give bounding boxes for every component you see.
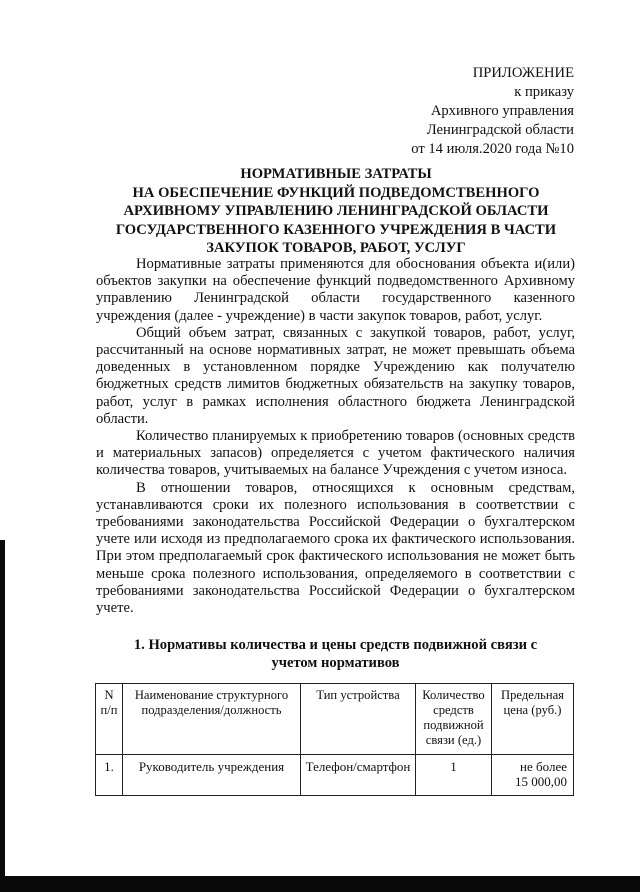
document-title (96, 165, 576, 258)
header-name: Наименование структурного подразделения/должность (123, 684, 301, 755)
appendix-date-line: от 14 июля.2020 года №10 (411, 141, 574, 157)
appendix-line: к приказу (514, 84, 574, 100)
header-num: N п/п (96, 684, 123, 755)
header-qty: Количество средств подвижной связи (ед.) (416, 684, 492, 755)
header-device: Тип устройства (301, 684, 416, 755)
section-heading (96, 636, 575, 672)
appendix-line: Ленинградской области (426, 122, 574, 138)
table-header-row (96, 684, 574, 755)
title-line: ЗАКУПОК ТОВАРОВ, РАБОТ, УСЛУГ (206, 240, 466, 256)
appendix-line: Архивного управления (430, 103, 574, 119)
scan-edge-bottom (0, 876, 640, 892)
cell-name: Руководитель учреждения (123, 755, 301, 796)
title-line: НОРМАТИВНЫЕ ЗАТРАТЫ (240, 166, 432, 182)
appendix-heading: ПРИЛОЖЕНИЕ (472, 65, 574, 81)
paragraph: В отношении товаров, относящихся к основным средствам, устанавливаются сроки их полезного использования в соответствии с требованиями законодательства Российской Федерации о бухгалтерском учете или исходя из предполагаемого срока их фактического использования. При этом предполагаемый срок фактического использования не может быть меньше срока полезного использования, определяемого в соответствии с требованиями законодательства Российской Федерации о бухгалтерском учете. (96, 479, 575, 617)
section-heading-line: учетом нормативов (271, 655, 400, 671)
paragraph: Общий объем затрат, связанных с закупкой товаров, работ, услуг, рассчитанный на основе нормативных затрат, не может превышать объема доведенных в установленном порядке Учреждению как получателю бюджетных средств лимитов бюджетных обязательств на закупку товаров, работ, услуг в рамках исполнения областного бюджета Ленинградской области. (96, 324, 575, 427)
cell-num: 1. (96, 755, 123, 796)
body-text (96, 256, 575, 617)
paragraph: Количество планируемых к приобретению товаров (основных средств и материальных запасов) определяется с учетом фактического наличия количества товаров, учитываемых на балансе Учреждения с учетом износа. (96, 428, 575, 479)
table-row (96, 755, 574, 796)
title-line: ГОСУДАРСТВЕННОГО КАЗЕННОГО УЧРЕЖДЕНИЯ В ЧАСТИ (115, 221, 557, 238)
scan-edge-left (0, 540, 5, 892)
appendix-block (411, 64, 574, 159)
paragraph: Нормативные затраты применяются для обоснования объекта и(или) объектов закупки на обеспечение функций подведомственного Архивному управлению Ленинградской области государственного казенного учреждения (далее - учреждение) в части закупок товаров, работ, услуг. (96, 256, 575, 324)
cell-qty: 1 (416, 755, 492, 796)
cell-device: Телефон/смартфон (301, 755, 416, 796)
norms-table (95, 683, 574, 796)
section-heading-line: 1. Нормативы количества и цены средств подвижной связи с (133, 637, 538, 653)
cell-price: не более 15 000,00 (492, 755, 574, 796)
header-price: Предельная цена (руб.) (492, 684, 574, 755)
title-line: АРХИВНОМУ УПРАВЛЕНИЮ ЛЕНИНГРАДСКОЙ ОБЛАСТИ (123, 203, 549, 219)
title-line: НА ОБЕСПЕЧЕНИЕ ФУНКЦИЙ ПОДВЕДОМСТВЕННОГО (132, 184, 540, 201)
